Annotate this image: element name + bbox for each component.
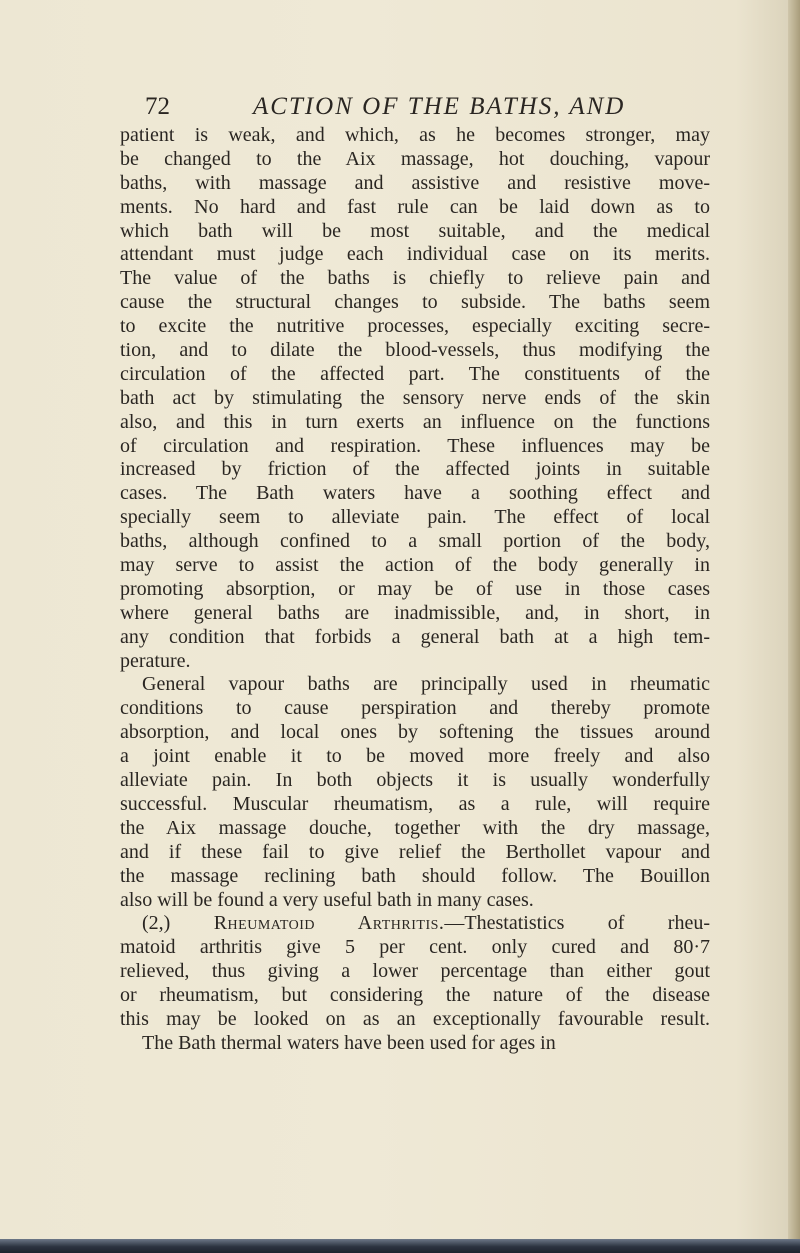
text-line: baths, with massage and assistive and resistive move-: [120, 171, 710, 194]
text-line: tion, and to dilate the blood-vessels, thus modifying the: [120, 339, 710, 362]
section-heading-line: [120, 912, 710, 936]
text-line: specially seem to alleviate pain. The effect of local: [120, 506, 710, 529]
text-line: statistics of rheu-: [495, 912, 711, 935]
body-text: [120, 124, 710, 1056]
text-line: alleviate pain. In both objects it is usually wonderfully: [120, 769, 710, 792]
text-line: patient is weak, and which, as he becomes stronger, may: [120, 124, 710, 146]
page-number: 72: [145, 93, 170, 120]
running-header: [145, 92, 665, 122]
text-line: the Aix massage douche, together with the dry massage,: [120, 816, 710, 839]
scan-bottom-edge: [0, 1239, 800, 1253]
text-line: where general baths are inadmissible, and, in short, in: [120, 601, 710, 624]
text-line: perature.: [120, 649, 191, 672]
text-line: of circulation and respiration. These influences may be: [120, 434, 710, 457]
text-line: increased by friction of the affected joints in suitable: [120, 458, 710, 481]
text-line: matoid arthritis give 5 per cent. only cured and 80·7: [120, 936, 710, 959]
text-line: relieved, thus giving a lower percentage than either gout: [120, 960, 710, 983]
text-line: to excite the nutritive processes, especially exciting secre-: [120, 315, 710, 338]
text-line: also, and this in turn exerts an influence on the functions: [120, 410, 710, 433]
text-line: The Bath thermal waters have been used for ages in: [142, 1031, 556, 1054]
text-line: any condition that forbids a general bath at a high tem-: [120, 625, 710, 648]
text-line: be changed to the Aix massage, hot douching, vapour: [120, 147, 710, 170]
text-line: circulation of the affected part. The constituents of the: [120, 362, 710, 385]
text-line: also will be found a very useful bath in many cases.: [120, 888, 534, 911]
text-line: or rheumatism, but considering the nature of the disease: [120, 984, 710, 1007]
text-line: cases. The Bath waters have a soothing effect and: [120, 482, 710, 505]
text-line: General vapour baths are principally used in rheumatic: [142, 673, 710, 696]
text-line: may serve to assist the action of the body generally in: [120, 554, 710, 577]
text-line: conditions to cause perspiration and thereby promote: [120, 697, 710, 720]
text-line: promoting absorption, or may be of use in those cases: [120, 577, 710, 600]
text-line: a joint enable it to be moved more freely and also: [120, 745, 710, 768]
text-line: The value of the baths is chiefly to relieve pain and: [120, 267, 710, 290]
text-line: ments. No hard and fast rule can be laid down as to: [120, 195, 710, 218]
text-line: the massage reclining bath should follow. The Bouillon: [120, 864, 710, 887]
text-line: which bath will be most suitable, and the medical: [120, 219, 710, 242]
page-edge: [788, 0, 800, 1253]
text-line: bath act by stimulating the sensory nerve ends of the skin: [120, 386, 710, 409]
text-line: attendant must judge each individual case on its merits.: [120, 243, 710, 266]
text-line: baths, although confined to a small portion of the body,: [120, 530, 710, 553]
text-line: cause the structural changes to subside. The baths seem: [120, 291, 710, 314]
text-line: this may be looked on as an exceptionally favourable result.: [120, 1007, 710, 1030]
text-line: and if these fail to give relief the Berthollet vapour and: [120, 840, 710, 863]
text-line: absorption, and local ones by softening the tissues around: [120, 721, 710, 744]
section-title: Rheumatoid Arthritis.: [213, 912, 445, 935]
running-title: ACTION OF THE BATHS, AND: [253, 93, 626, 120]
text-line: successful. Muscular rheumatism, as a rule, will require: [120, 792, 710, 815]
section-number: (2,): [142, 912, 171, 935]
section-lead: —The: [444, 912, 496, 935]
